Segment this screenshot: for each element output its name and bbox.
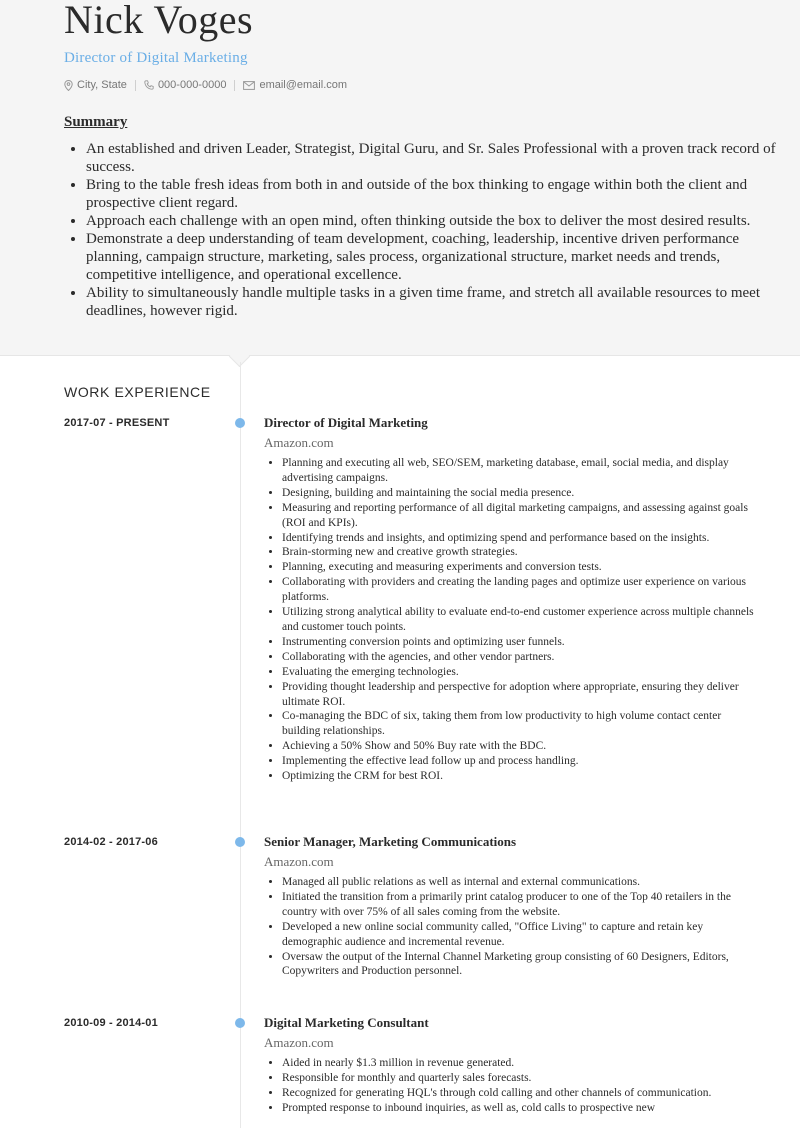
job-date: 2017-07 - PRESENT [64,417,170,429]
summary-item: • Demonstrate a deep understanding of team development, coaching, leadership, incentive driven performance planning, campaign structure, marketing, sales process, organizational structure, market needs and trends, competitive intelligence, and operational excellence. [86,230,776,284]
summary-item: • Bring to the table fresh ideas from both in and outside of the box thinking to engage within both the client and prospective client regard. [86,176,776,212]
location-text: City, State [77,79,127,91]
work-experience-heading: WORK EXPERIENCE [64,384,211,400]
phone-text: 000-000-0000 [157,79,227,91]
job-bullet: • Responsible for monthly and quarterly sales forecasts. [282,1071,760,1086]
contact-phone [144,79,227,91]
job-company: Amazon.com [264,854,334,869]
contact-email[interactable] [243,79,347,91]
candidate-title: Director of Digital Marketing [64,50,248,66]
timeline-dot [235,837,245,847]
candidate-name: Nick Voges [64,0,254,42]
summary-heading: Summary [64,114,128,130]
job-bullet: • Brain-storming new and creative growth strategies. [282,545,760,560]
job-bullets [264,875,760,979]
job-role: Senior Manager, Marketing Communications [264,834,517,849]
job-bullet: • Implementing the effective lead follow up and process handling. [282,754,760,769]
phone-icon [144,80,154,90]
job-bullet: • Optimizing the CRM for best ROI. [282,769,760,784]
job-bullet: • Co-managing the BDC of six, taking them from low productivity to high volume contact center building relationships. [282,709,760,739]
summary-item: • Approach each challenge with an open mind, often thinking outside the box to deliver the most desired results. [86,212,776,230]
job-bullet: • Collaborating with providers and creating the landing pages and optimize user experience on various platforms. [282,575,760,605]
job-bullet: • Planning and executing all web, SEO/SEM, marketing database, email, social media, and display advertising campaigns. [282,456,760,486]
timeline-dot [235,1018,245,1028]
job-bullet: • Planning, executing and measuring experiments and conversion tests. [282,560,760,575]
job-bullet: • Achieving a 50% Show and 50% Buy rate with the BDC. [282,739,760,754]
timeline-dot [235,418,245,428]
job-bullet: • Instrumenting conversion points and optimizing user funnels. [282,635,760,650]
contact-divider [234,80,235,91]
job-company: Amazon.com [264,435,334,450]
job-bullet: • Developed a new online social community called, "Office Living" to capture and retain key demographic audience and incremental revenue. [282,920,760,950]
job-bullet: • Measuring and reporting performance of all digital marketing campaigns, and assessing against goals (ROI and KPIs). [282,501,760,531]
job-date: 2014-02 - 2017-06 [64,836,158,848]
job-bullets [264,456,760,784]
job-bullet: • Utilizing strong analytical ability to evaluate end-to-end customer experience across multiple channels and customer touch points. [282,605,760,635]
envelope-icon [243,81,255,90]
summary-list [64,140,776,320]
job-bullet: • Collaborating with the agencies, and other vendor partners. [282,650,760,665]
job-bullet: • Aided in nearly $1.3 million in revenue generated. [282,1056,760,1071]
job-bullet: • Prompted response to inbound inquiries, as well as, cold calls to prospective new [282,1101,760,1116]
job-bullet: • Providing thought leadership and perspective for adoption where appropriate, ensuring they deliver ultimate ROI. [282,680,760,710]
job-bullet: • Designing, building and maintaining the social media presence. [282,486,760,501]
contact-info [64,79,347,91]
job-bullet: • Oversaw the output of the Internal Channel Marketing group consisting of 60 Designers, Editors, Copywriters and Production personnel. [282,950,760,980]
resume-header [0,0,800,356]
job-bullet: • Initiated the transition from a primarily print catalog producer to one of the Top 40 retailers in the country with over 75% of all sales coming from the website. [282,890,760,920]
job-bullet: • Identifying trends and insights, and optimizing spend and performance based on the insights. [282,531,760,546]
job-role: Director of Digital Marketing [264,415,428,430]
timeline-line [240,362,241,1128]
job-bullet: • Recognized for generating HQL's through cold calling and other channels of communication. [282,1086,760,1101]
contact-location [64,79,127,91]
job-bullet: • Evaluating the emerging technologies. [282,665,760,680]
summary-item: • An established and driven Leader, Strategist, Digital Guru, and Sr. Sales Professional with a proven track record of success. [86,140,776,176]
job-role: Digital Marketing Consultant [264,1015,429,1030]
summary-item: • Ability to simultaneously handle multiple tasks in a given time frame, and stretch all available resources to meet deadlines, however rigid. [86,284,776,320]
job-bullets [264,1056,760,1116]
email-text[interactable]: email@email.com [259,79,348,91]
contact-divider [135,80,136,91]
location-icon [64,80,73,91]
job-company: Amazon.com [264,1035,334,1050]
job-bullet: • Managed all public relations as well as internal and external communications. [282,875,760,890]
job-date: 2010-09 - 2014-01 [64,1017,158,1029]
